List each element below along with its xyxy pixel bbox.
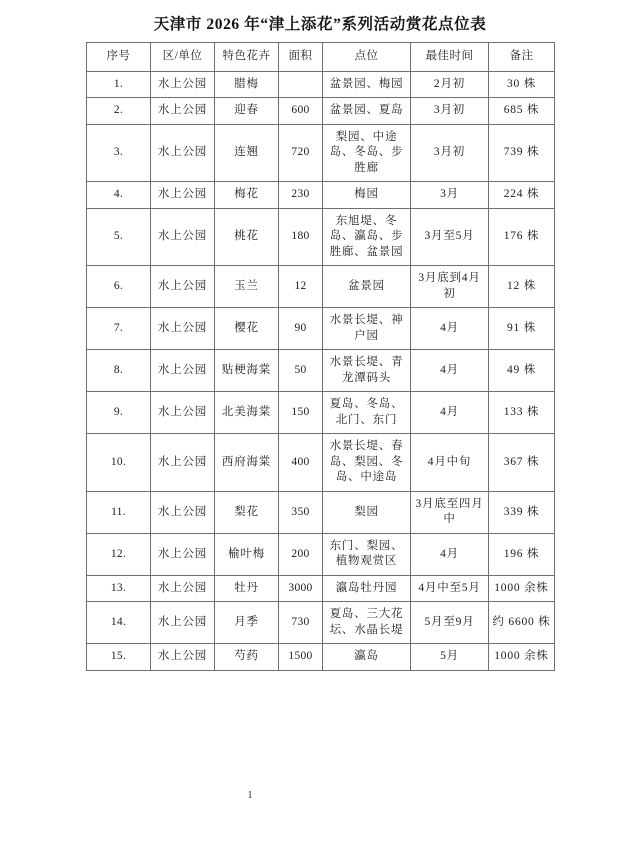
table-body bbox=[87, 71, 555, 670]
table-row bbox=[87, 208, 555, 266]
cell-unit: 水上公园 bbox=[151, 392, 215, 434]
cell-spot: 瀛岛 bbox=[323, 644, 411, 671]
table-row bbox=[87, 575, 555, 602]
cell-spot: 盆景园、梅园 bbox=[323, 71, 411, 98]
cell-area: 1500 bbox=[279, 644, 323, 671]
cell-unit: 水上公园 bbox=[151, 533, 215, 575]
cell-unit: 水上公园 bbox=[151, 575, 215, 602]
cell-index: 6. bbox=[87, 266, 151, 308]
column-header-index: 序号 bbox=[87, 43, 151, 72]
cell-flower: 腊梅 bbox=[215, 71, 279, 98]
cell-time: 2月初 bbox=[411, 71, 489, 98]
cell-time: 3月至5月 bbox=[411, 208, 489, 266]
cell-index: 12. bbox=[87, 533, 151, 575]
column-header-unit: 区/单位 bbox=[151, 43, 215, 72]
cell-area: 180 bbox=[279, 208, 323, 266]
cell-area: 50 bbox=[279, 350, 323, 392]
cell-spot: 盆景园 bbox=[323, 266, 411, 308]
cell-spot: 夏岛、冬岛、北门、东门 bbox=[323, 392, 411, 434]
table-row bbox=[87, 392, 555, 434]
cell-flower: 迎春 bbox=[215, 98, 279, 125]
cell-flower: 贴梗海棠 bbox=[215, 350, 279, 392]
cell-unit: 水上公园 bbox=[151, 308, 215, 350]
cell-note: 91 株 bbox=[489, 308, 555, 350]
cell-note: 339 株 bbox=[489, 491, 555, 533]
cell-time: 4月 bbox=[411, 392, 489, 434]
cell-index: 13. bbox=[87, 575, 151, 602]
cell-time: 4月中旬 bbox=[411, 434, 489, 492]
cell-index: 3. bbox=[87, 124, 151, 182]
cell-flower: 芍药 bbox=[215, 644, 279, 671]
table-container bbox=[86, 42, 554, 671]
cell-area: 230 bbox=[279, 182, 323, 209]
cell-area: 350 bbox=[279, 491, 323, 533]
cell-index: 2. bbox=[87, 98, 151, 125]
table-row bbox=[87, 308, 555, 350]
cell-spot: 水景长堤、神户园 bbox=[323, 308, 411, 350]
cell-flower: 北美海棠 bbox=[215, 392, 279, 434]
cell-unit: 水上公园 bbox=[151, 491, 215, 533]
cell-note: 367 株 bbox=[489, 434, 555, 492]
cell-spot: 瀛岛牡丹园 bbox=[323, 575, 411, 602]
table-row bbox=[87, 124, 555, 182]
cell-spot: 梅园 bbox=[323, 182, 411, 209]
cell-index: 1. bbox=[87, 71, 151, 98]
cell-index: 7. bbox=[87, 308, 151, 350]
cell-flower: 月季 bbox=[215, 602, 279, 644]
cell-index: 14. bbox=[87, 602, 151, 644]
cell-index: 9. bbox=[87, 392, 151, 434]
cell-flower: 樱花 bbox=[215, 308, 279, 350]
cell-index: 5. bbox=[87, 208, 151, 266]
cell-spot: 梨园、中途岛、冬岛、步胜廊 bbox=[323, 124, 411, 182]
cell-spot: 盆景园、夏岛 bbox=[323, 98, 411, 125]
cell-time: 3月底到4月初 bbox=[411, 266, 489, 308]
cell-area: 12 bbox=[279, 266, 323, 308]
column-header-spot: 点位 bbox=[323, 43, 411, 72]
cell-note: 739 株 bbox=[489, 124, 555, 182]
cell-unit: 水上公园 bbox=[151, 98, 215, 125]
cell-unit: 水上公园 bbox=[151, 266, 215, 308]
cell-time: 4月中至5月 bbox=[411, 575, 489, 602]
cell-unit: 水上公园 bbox=[151, 124, 215, 182]
cell-unit: 水上公园 bbox=[151, 602, 215, 644]
document-page bbox=[0, 12, 640, 843]
cell-time: 5月至9月 bbox=[411, 602, 489, 644]
cell-index: 15. bbox=[87, 644, 151, 671]
cell-spot: 梨园 bbox=[323, 491, 411, 533]
table-header bbox=[87, 43, 555, 72]
cell-time: 4月 bbox=[411, 533, 489, 575]
cell-area: 200 bbox=[279, 533, 323, 575]
cell-flower: 连翘 bbox=[215, 124, 279, 182]
cell-note: 49 株 bbox=[489, 350, 555, 392]
cell-note: 30 株 bbox=[489, 71, 555, 98]
table-row bbox=[87, 644, 555, 671]
cell-spot: 东旭堤、冬岛、瀛岛、步胜廊、盆景园 bbox=[323, 208, 411, 266]
cell-area: 720 bbox=[279, 124, 323, 182]
cell-note: 176 株 bbox=[489, 208, 555, 266]
cell-note: 1000 余株 bbox=[489, 644, 555, 671]
cell-unit: 水上公园 bbox=[151, 182, 215, 209]
cell-area: 90 bbox=[279, 308, 323, 350]
cell-note: 196 株 bbox=[489, 533, 555, 575]
cell-flower: 梨花 bbox=[215, 491, 279, 533]
cell-unit: 水上公园 bbox=[151, 644, 215, 671]
cell-area: 730 bbox=[279, 602, 323, 644]
cell-area: 150 bbox=[279, 392, 323, 434]
table-header-row bbox=[87, 43, 555, 72]
cell-index: 8. bbox=[87, 350, 151, 392]
table-row bbox=[87, 266, 555, 308]
flower-spots-table bbox=[86, 42, 555, 671]
cell-spot: 夏岛、三大花坛、水晶长堤 bbox=[323, 602, 411, 644]
cell-area: 600 bbox=[279, 98, 323, 125]
cell-unit: 水上公园 bbox=[151, 350, 215, 392]
table-row bbox=[87, 434, 555, 492]
cell-spot: 水景长堤、青龙潭码头 bbox=[323, 350, 411, 392]
cell-index: 4. bbox=[87, 182, 151, 209]
cell-index: 10. bbox=[87, 434, 151, 492]
cell-flower: 西府海棠 bbox=[215, 434, 279, 492]
cell-flower: 榆叶梅 bbox=[215, 533, 279, 575]
cell-time: 3月底至四月中 bbox=[411, 491, 489, 533]
cell-area: 3000 bbox=[279, 575, 323, 602]
cell-note: 1000 余株 bbox=[489, 575, 555, 602]
cell-spot: 水景长堤、春岛、梨园、冬岛、中途岛 bbox=[323, 434, 411, 492]
cell-flower: 桃花 bbox=[215, 208, 279, 266]
cell-area: 400 bbox=[279, 434, 323, 492]
cell-time: 5月 bbox=[411, 644, 489, 671]
cell-unit: 水上公园 bbox=[151, 434, 215, 492]
cell-time: 4月 bbox=[411, 308, 489, 350]
cell-index: 11. bbox=[87, 491, 151, 533]
cell-note: 约 6600 株 bbox=[489, 602, 555, 644]
table-row bbox=[87, 182, 555, 209]
cell-unit: 水上公园 bbox=[151, 208, 215, 266]
cell-flower: 玉兰 bbox=[215, 266, 279, 308]
cell-spot: 东门、梨园、植物观赏区 bbox=[323, 533, 411, 575]
cell-flower: 牡丹 bbox=[215, 575, 279, 602]
cell-time: 3月 bbox=[411, 182, 489, 209]
page-title: 天津市 2026 年“津上添花”系列活动赏花点位表 bbox=[153, 16, 487, 33]
table-row bbox=[87, 533, 555, 575]
cell-note: 685 株 bbox=[489, 98, 555, 125]
cell-time: 4月 bbox=[411, 350, 489, 392]
column-header-flower: 特色花卉 bbox=[215, 43, 279, 72]
table-row bbox=[87, 602, 555, 644]
cell-time: 3月初 bbox=[411, 124, 489, 182]
cell-note: 224 株 bbox=[489, 182, 555, 209]
column-header-note: 备注 bbox=[489, 43, 555, 72]
cell-flower: 梅花 bbox=[215, 182, 279, 209]
cell-area bbox=[279, 71, 323, 98]
page-number: 1 bbox=[247, 790, 253, 801]
page-footer bbox=[0, 790, 640, 801]
cell-note: 12 株 bbox=[489, 266, 555, 308]
cell-unit: 水上公园 bbox=[151, 71, 215, 98]
column-header-area: 面积 bbox=[279, 43, 323, 72]
column-header-time: 最佳时间 bbox=[411, 43, 489, 72]
table-row bbox=[87, 98, 555, 125]
cell-time: 3月初 bbox=[411, 98, 489, 125]
table-row bbox=[87, 350, 555, 392]
cell-note: 133 株 bbox=[489, 392, 555, 434]
table-row bbox=[87, 71, 555, 98]
table-row bbox=[87, 491, 555, 533]
